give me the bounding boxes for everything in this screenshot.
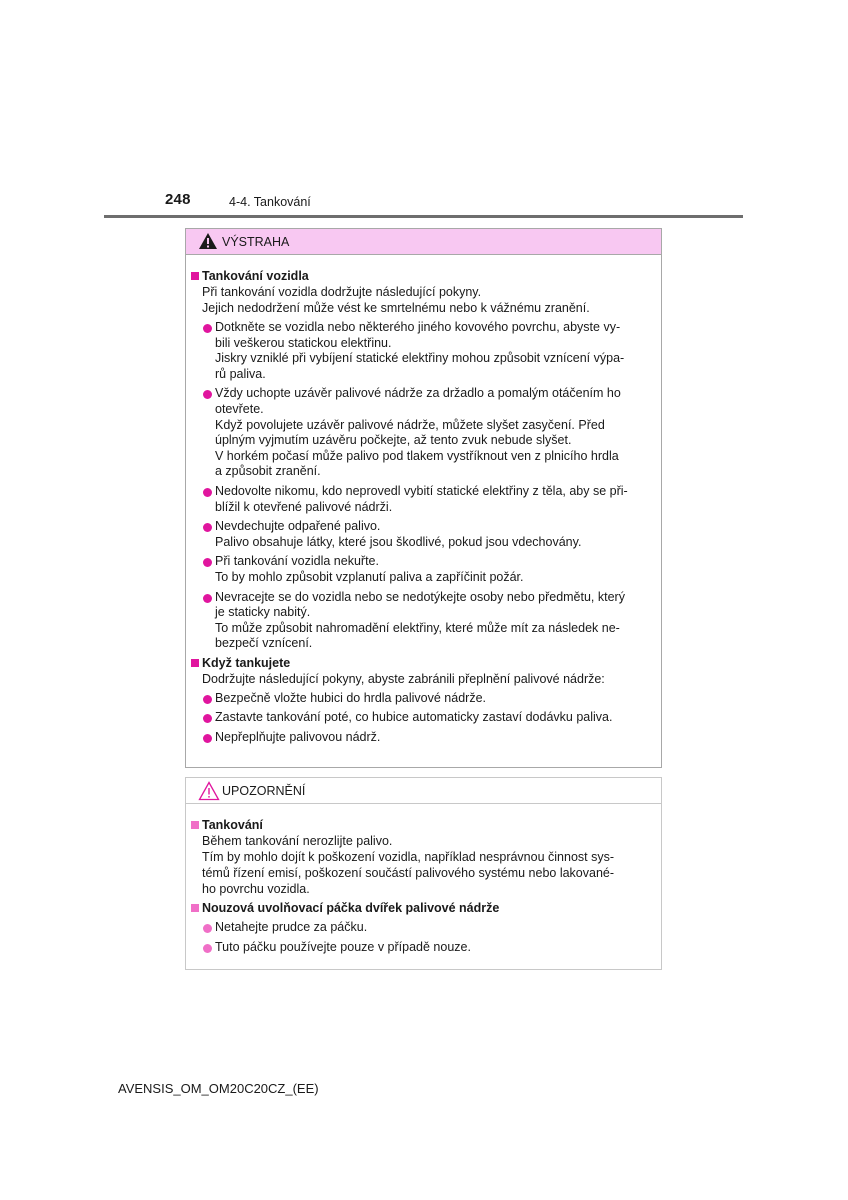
intro-line: Během tankování nerozlijte palivo. [202,834,393,848]
intro-line: Jejich nedodržení může vést ke smrtelnému nebo k vážnému zranění. [202,301,590,315]
list-item [190,691,655,707]
list-item-line: blížil k otevřené palivové nádrži. [215,499,393,514]
list-item [190,920,655,936]
section-title: 4-4. Tankování [229,195,311,209]
list-item-line: Nedovolte nikomu, kdo neprovedl vybití statické elektřiny z těla, aby se při- [215,483,628,498]
circle-bullet-icon [203,924,212,933]
circle-bullet-icon [203,523,212,532]
list-item [190,590,655,652]
list-item [190,710,655,726]
circle-bullet-icon [203,714,212,723]
intro-line: Při tankování vozidla dodržujte následující pokyny. [202,285,482,299]
square-bullet-icon [191,659,199,667]
circle-bullet-icon [203,390,212,399]
circle-bullet-icon [203,488,212,497]
circle-bullet-icon [203,558,212,567]
list-item-line: Palivo obsahuje látky, které jsou škodlivé, pokud jsou vdechovány. [215,534,582,549]
section-heading [190,268,655,284]
circle-bullet-icon [203,695,212,704]
list-item [190,320,655,382]
list-item-line: Netahejte prudce za páčku. [215,920,368,934]
list-item [190,730,655,746]
caution-title: UPOZORNĚNÍ [222,784,306,798]
caution-box [185,777,662,970]
section-heading-text: Tankování [202,818,263,832]
warning-content [186,255,661,746]
list-item-line: Zastavte tankování poté, co hubice automaticky zastaví dodávku paliva. [215,710,613,725]
list-item-line: Bezpečně vložte hubici do hrdla palivové nádrže. [215,690,487,705]
list-item [190,484,655,515]
list-item-line: Nevracejte se do vozidla nebo se nedotýkejte osoby nebo předmětu, který [215,589,625,604]
list-item-line: bezpečí vznícení. [215,636,313,651]
caution-content [186,804,661,955]
list-item-line: Vždy uchopte uzávěr palivové nádrže za držadlo a pomalým otáčením ho [215,386,621,401]
list-item-line: Když povolujete uzávěr palivové nádrže, můžete slyšet zasyčení. Před [215,417,605,432]
list-item-line: Nepřeplňujte palivovou nádrž. [215,730,381,745]
square-bullet-icon [191,272,199,280]
square-bullet-icon [191,821,199,829]
list-item-line: Při tankování vozidla nekuřte. [215,554,379,569]
list-item [190,554,655,585]
page-number: 248 [165,191,191,208]
list-item-line: Jiskry vzniklé při vybíjení statické elektřiny mohou způsobit vznícení výpa- [215,351,625,366]
list-item-line: úplným vyjmutím uzávěru počkejte, až tento zvuk nebude slyšet. [215,433,572,448]
section-heading-text: Tankování vozidla [202,269,309,283]
intro-line: témů řízení emisí, poškození součástí palivového systému nebo lakované- [202,866,615,880]
list-item-line: To může způsobit nahromadění elektřiny, které může mít za následek ne- [215,620,620,635]
square-bullet-icon [191,904,199,912]
circle-bullet-icon [203,734,212,743]
section-heading [190,900,655,916]
list-item [190,386,655,480]
list-item-line: rů paliva. [215,366,266,381]
list-item-line: Nevdechujte odpařené palivo. [215,519,381,534]
intro-line: Dodržujte následující pokyny, abyste zabránili přeplnění palivové nádrže: [202,671,605,686]
caution-header [186,778,661,804]
warning-triangle-icon [198,232,218,250]
circle-bullet-icon [203,324,212,333]
list-item [190,940,655,956]
warning-title: VÝSTRAHA [222,235,290,249]
list-item-line: V horkém počasí může palivo pod tlakem vystříknout ven z plnicího hrdla [215,448,619,463]
warning-box [185,228,662,768]
section-heading [190,817,655,833]
intro-line: Tím by mohlo dojít k poškození vozidla, například nesprávnou činnost sys- [202,850,615,864]
list-item-line: To by mohlo způsobit vzplanutí paliva a zapříčinit požár. [215,569,524,584]
list-item-line: je staticky nabitý. [215,605,311,620]
warning-header [186,229,661,255]
section-heading-text: Když tankujete [202,655,291,670]
circle-bullet-icon [203,944,212,953]
caution-triangle-icon [198,781,220,801]
section-heading [190,655,655,671]
intro-line: ho povrchu vozidla. [202,882,310,896]
list-item [190,519,655,550]
document-code: AVENSIS_OM_OM20C20CZ_(EE) [118,1081,319,1096]
list-item-line: Dotkněte se vozidla nebo některého jiného kovového povrchu, abyste vy- [215,320,621,334]
list-item-line: otevřete. [215,401,264,416]
section-heading-text: Nouzová uvolňovací páčka dvířek palivové nádrže [202,901,500,915]
header-rule [104,215,743,218]
circle-bullet-icon [203,594,212,603]
list-item-line: a způsobit zranění. [215,464,321,479]
list-item-line: Tuto páčku používejte pouze v případě nouze. [215,939,471,954]
list-item-line: bili veškerou statickou elektřinu. [215,335,392,350]
